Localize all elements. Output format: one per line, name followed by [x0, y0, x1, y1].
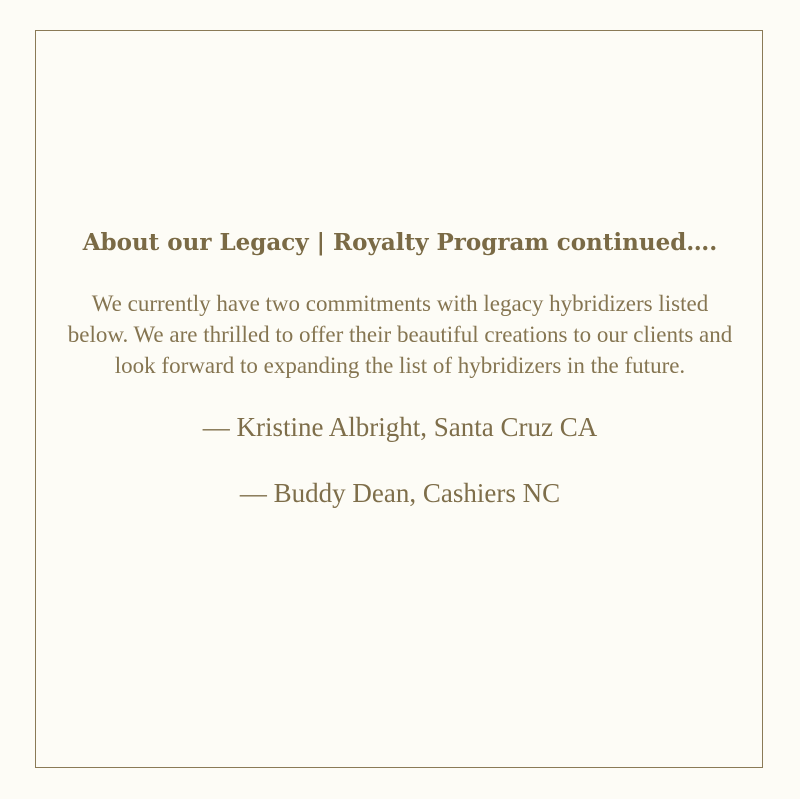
hybridizer-item: — Kristine Albright, Santa Cruz CA — [202, 411, 598, 442]
section-heading: About our Legacy | Royalty Program continued…. — [82, 229, 718, 256]
hybridizer-list — [60, 411, 740, 510]
intro-paragraph: We currently have two commitments with legacy hybridizers listed below. We are thrilled to offer their beautiful creations to our clients and look forward to expanding the list of hybridizers in the future. — [67, 290, 733, 378]
legacy-royalty-section — [60, 228, 740, 544]
hybridizer-item: — Buddy Dean, Cashiers NC — [239, 478, 561, 509]
